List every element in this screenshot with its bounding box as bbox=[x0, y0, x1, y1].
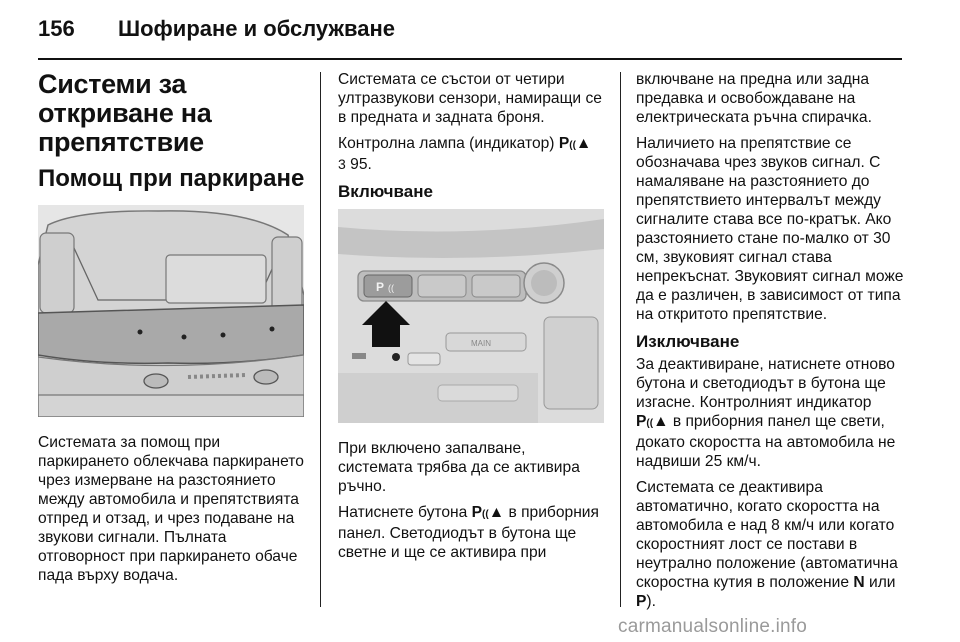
gear-paragraph: включване на предна или задна предавка и освобождаване на електрическата ръчна спирачка. bbox=[636, 71, 872, 126]
svg-text:P: P bbox=[376, 280, 385, 294]
page-header bbox=[38, 14, 928, 54]
sensor-paragraph: Системата се състои от четири ултразвукови сензори, намиращи се в предната и задната броня. bbox=[338, 71, 602, 126]
park-assist-icon: P((▲ bbox=[471, 504, 505, 521]
page-number: 156 bbox=[38, 16, 75, 41]
gear-p: P bbox=[636, 593, 647, 610]
auto-deactivate-paragraph: Системата се деактивира автоматично, когато скоростта на автомобила е над 8 км/ч или когато скоростният лост се постави в неутрално положение (автоматична скоростна кутия в положение N или P). bbox=[636, 479, 898, 610]
rear-bumper-illustration bbox=[38, 205, 304, 417]
park-assist-icon: P((▲ bbox=[636, 413, 669, 430]
ignition-paragraph: При включено запалване, системата трябва да се активира ръчно. bbox=[338, 440, 580, 495]
svg-text:((: (( bbox=[388, 283, 394, 293]
deactivate-paragraph: За деактивиране, натиснете отново бутона и светодиодът в бутона ще изгасне. Контролният индикатор P((▲ в приборния панел ще свети, докато скоростта на автомобила не надвиши 25 км/ч. bbox=[636, 356, 896, 470]
section-title: Шофиране и обслужване bbox=[118, 16, 396, 41]
press-button-paragraph: Натиснете бутона P((▲ в приборния панел. Светодиодът в бутона ще светне и ще се активира при bbox=[338, 504, 599, 561]
page-reference-icon: 3 bbox=[338, 156, 346, 172]
indicator-paragraph: Контролна лампа (индикатор) P((▲ 3 95. bbox=[338, 135, 592, 173]
main-heading: Системи за откриване на препятствие bbox=[38, 69, 212, 157]
sub-heading: Помощ при паркиране bbox=[38, 165, 305, 192]
park-assist-icon: P((▲ bbox=[558, 135, 592, 152]
watermark: carmanualsonline.info bbox=[618, 616, 808, 637]
column-3 bbox=[636, 70, 904, 618]
gear-n: N bbox=[853, 574, 865, 591]
column-divider bbox=[620, 72, 621, 607]
column-divider bbox=[320, 72, 321, 607]
page-reference: 95. bbox=[350, 156, 372, 173]
signal-paragraph: Наличието на препятствие се обозначава чрез звуков сигнал. С намаляване на разстоянието до препятствието интервалът между сигналите става все по-кратък. Ако разстоянието стане по-малко от 30 см, звуковият сигнал става непрекъснат. Звуковият сигнал може да е различен, в зависимост от типа на откритото препятствие. bbox=[636, 135, 904, 323]
heading-activation: Включване bbox=[338, 182, 433, 201]
header-rule bbox=[38, 58, 902, 60]
column-2 bbox=[338, 70, 604, 569]
heading-deactivation: Изключване bbox=[636, 332, 740, 351]
intro-paragraph: Системата за помощ при паркирането облекчава паркирането чрез измерване на разстоянието между автомобила и препятствията отпред и отзад, и чрез подаване на звукови сигнали. Пълната отговорност при паркирането обаче пада върху водача. bbox=[38, 434, 304, 584]
car-rear-drawing bbox=[38, 205, 304, 417]
dashboard-button-illustration bbox=[338, 209, 604, 423]
dashboard-panel-drawing bbox=[338, 209, 604, 423]
main-button-label: MAIN bbox=[471, 339, 491, 348]
column-1 bbox=[38, 70, 306, 592]
